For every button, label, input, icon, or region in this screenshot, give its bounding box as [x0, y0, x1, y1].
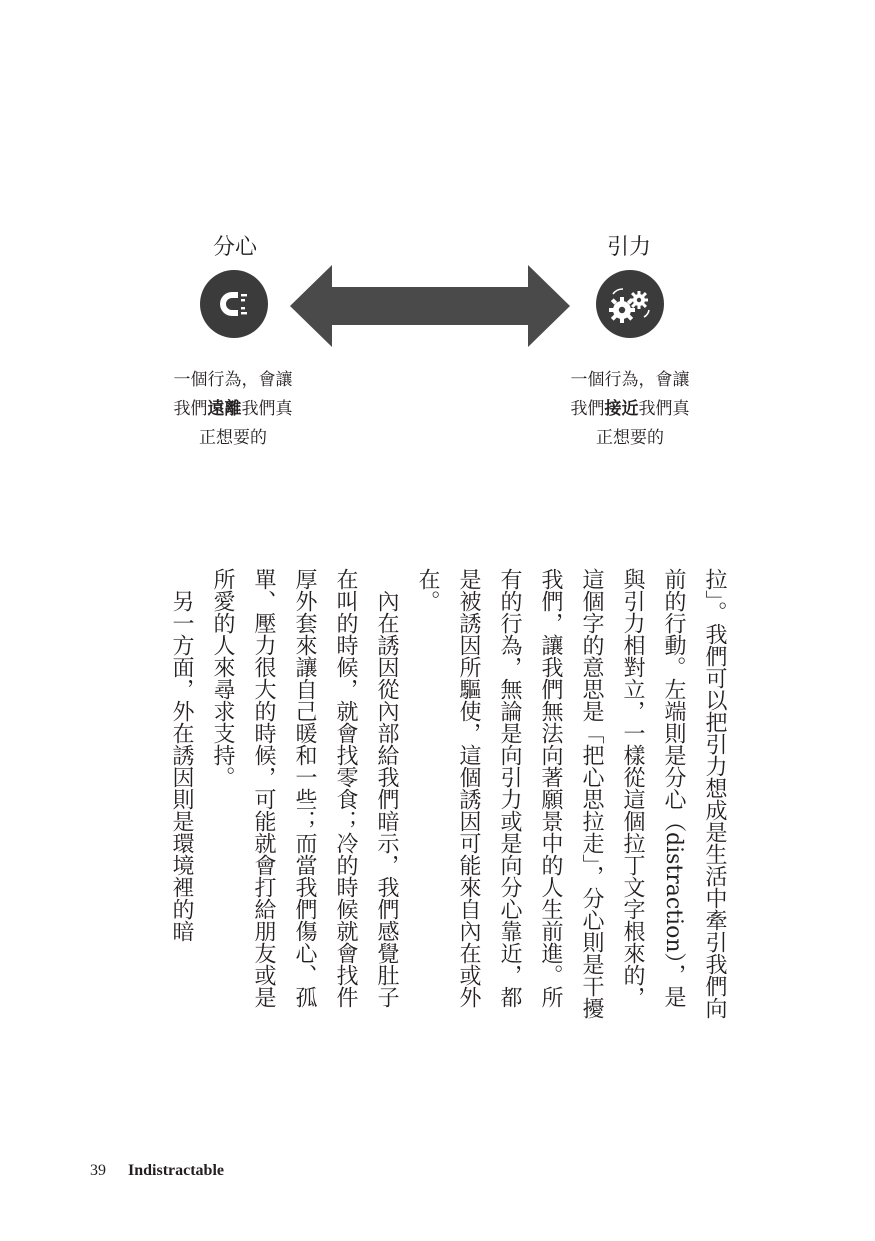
distraction-caption-line3: 正想要的	[199, 428, 267, 448]
body-text-vertical	[135, 568, 735, 1028]
caption-text: 我們真	[638, 399, 690, 419]
traction-caption-line2	[550, 395, 710, 424]
magnet-icon	[200, 270, 268, 338]
traction-title: 引力	[607, 235, 652, 260]
gears-icon	[596, 270, 664, 338]
distraction-caption-line1: 一個行為，會讓	[173, 370, 293, 390]
distraction-caption	[153, 366, 313, 453]
traction-caption-line3: 正想要的	[596, 428, 664, 448]
page-number: 39	[90, 1162, 106, 1179]
caption-text: 我們真	[241, 399, 293, 419]
traction-caption-line1: 一個行為，會讓	[570, 370, 690, 390]
caption-text: 我們	[173, 399, 208, 419]
distraction-title: 分心	[213, 235, 258, 260]
double-arrow-icon	[290, 265, 570, 347]
traction-distraction-diagram	[0, 0, 875, 470]
paragraph-1: 拉」。我們可以把引力想成是生活中牽引我們向前的行動。左端則是分心（distraction），是與引力相對立，一樣從這個拉丁文字根來的，這個字的意思是「把心思拉走」，分心則是干擾我們，讓我們無法向著願景中的人生前進。所有的行為，無論是向引力或是向分心靠近，都是被誘因所驅使，這個誘因可能來自內在或外在。	[415, 568, 727, 1019]
paragraph-3: 另一方面，外在誘因則是環境裡的暗	[169, 590, 194, 942]
book-title: Indistractable	[128, 1162, 224, 1179]
caption-emphasis: 接近	[604, 399, 639, 419]
caption-text: 我們	[570, 399, 605, 419]
page-footer	[90, 1162, 224, 1180]
paragraph-2: 內在誘因從內部給我們暗示，我們感覺肚子在叫的時候，就會找零食；冷的時候就會找件厚外套來讓自己暖和一些；而當我們傷心、孤單、壓力很大的時候，可能就會打給朋友或是所愛的人來尋求支持。	[210, 568, 399, 1008]
distraction-caption-line2	[153, 395, 313, 424]
caption-emphasis: 遠離	[207, 399, 242, 419]
traction-caption	[550, 366, 710, 453]
